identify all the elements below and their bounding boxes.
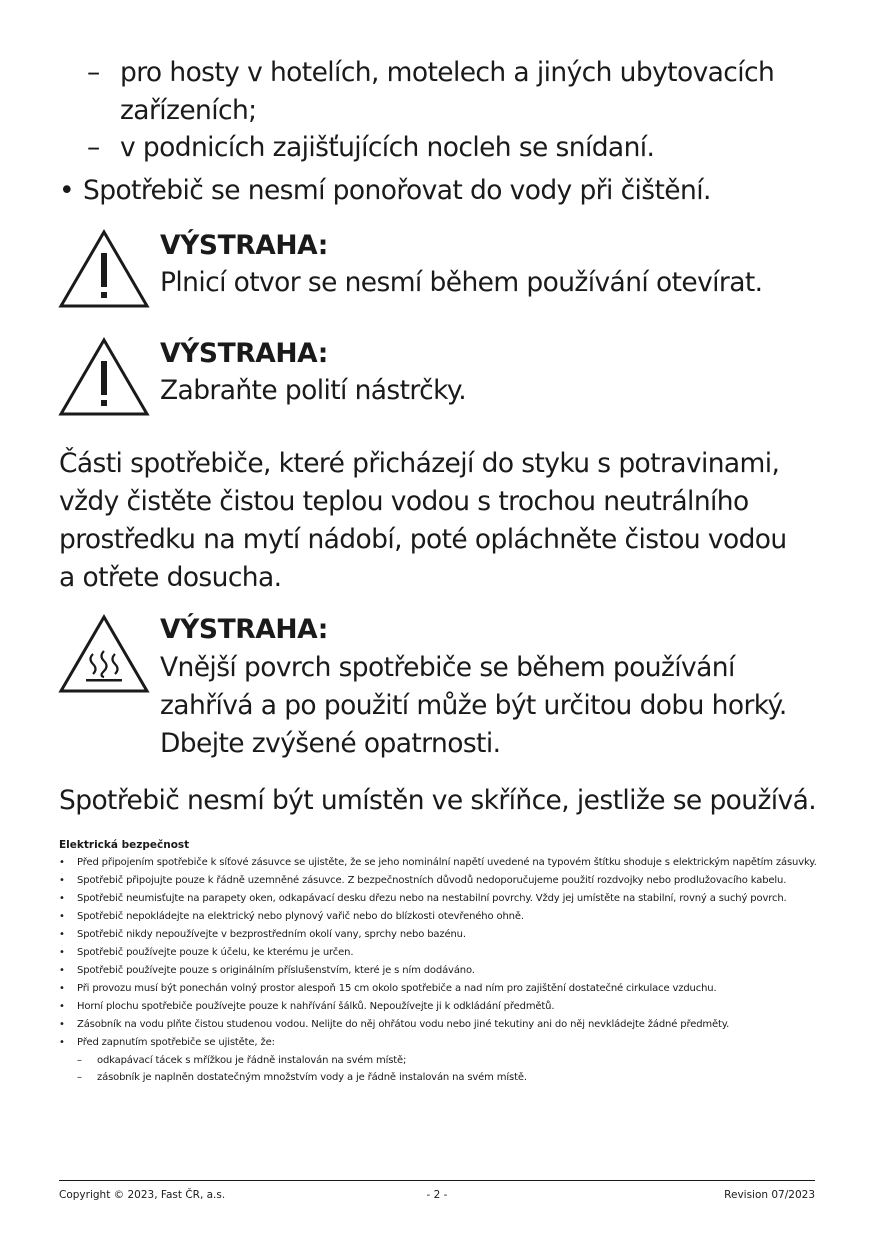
bullet-mark: • bbox=[59, 893, 65, 904]
warning-heading: VÝSTRAHA: bbox=[160, 338, 328, 369]
bullet-mark: • bbox=[59, 1019, 65, 1030]
warning-heading: VÝSTRAHA: bbox=[160, 614, 328, 645]
cleaning-paragraph bbox=[59, 445, 839, 597]
dash-item-text: pro hosty v hotelích, motelech a jiných ubytovacích bbox=[120, 57, 775, 88]
list-item-text: odkapávací tácek s mřížkou je řádně instalován na svém místě; bbox=[97, 1055, 407, 1066]
dash-item-text: v podnicích zajišťujících nocleh se snídaní. bbox=[120, 132, 655, 163]
dash-mark: – bbox=[77, 1072, 82, 1083]
bullet-mark: • bbox=[59, 983, 65, 994]
list-item bbox=[59, 892, 819, 905]
list-item-text: Před připojením spotřebiče k síťové zásuvce se ujistěte, že se jeho nominální napětí uvedené na typovém štítku shoduje s elektrickým napětím zásuvky. bbox=[77, 857, 817, 868]
dash-list-item bbox=[87, 54, 807, 130]
list-item-text: Před zapnutím spotřebiče se ujistěte, že: bbox=[77, 1037, 275, 1048]
dash-mark: – bbox=[87, 57, 100, 88]
sub-list-item bbox=[59, 1054, 819, 1067]
warning-text: Zabraňte polití nástrčky. bbox=[160, 375, 467, 406]
sub-list-item bbox=[59, 1071, 819, 1084]
list-item bbox=[59, 1036, 819, 1049]
warning-heading: VÝSTRAHA: bbox=[160, 230, 328, 261]
warning-text: Plnicí otvor se nesmí během používání otevírat. bbox=[160, 267, 763, 298]
bullet-mark: • bbox=[59, 965, 65, 976]
bullet-item-text: Spotřebič se nesmí ponořovat do vody při čištění. bbox=[83, 175, 711, 206]
list-item-text: Spotřebič používejte pouze s originálním příslušenstvím, které je s ním dodáváno. bbox=[77, 965, 475, 976]
dash-mark: – bbox=[77, 1055, 82, 1066]
hot-surface-triangle-icon bbox=[58, 614, 150, 694]
warning-text-line: Vnější povrch spotřebiče se během používání bbox=[160, 652, 735, 683]
list-item-text: Spotřebič neumisťujte na parapety oken, odkapávací desku dřezu nebo na nestabilní povrchy. Vždy jej umístěte na stabilní, rovný a suchý povrch. bbox=[77, 893, 787, 904]
list-item bbox=[59, 928, 819, 941]
list-item bbox=[59, 946, 819, 959]
list-item-text: Zásobník na vodu plňte čistou studenou vodou. Nelijte do něj ohřátou vodu nebo jiné tekutiny ani do něj nevkládejte žádné předměty. bbox=[77, 1019, 730, 1030]
list-item-text: Spotřebič nikdy nepoužívejte v bezprostředním okolí vany, sprchy nebo bazénu. bbox=[77, 929, 466, 940]
bullet-list-item bbox=[59, 172, 839, 210]
bullet-mark: • bbox=[59, 929, 65, 940]
list-item-text: Při provozu musí být ponechán volný prostor alespoň 15 cm okolo spotřebiče a nad ním pro zajištění dostatečné cirkulace vzduchu. bbox=[77, 983, 717, 994]
bullet-mark: • bbox=[59, 947, 65, 958]
list-item-text: zásobník je naplněn dostatečným množstvím vody a je řádně instalován na svém místě. bbox=[97, 1072, 527, 1083]
bullet-mark: • bbox=[59, 1037, 65, 1048]
bullet-mark: • bbox=[59, 857, 65, 868]
list-item-text: Spotřebič používejte pouze k účelu, ke kterému je určen. bbox=[77, 947, 354, 958]
list-item bbox=[59, 1000, 819, 1013]
footer-revision: Revision 07/2023 bbox=[724, 1189, 815, 1201]
footer-divider bbox=[59, 1180, 815, 1181]
paragraph-line: vždy čistěte čistou teplou vodou s trochou neutrálního bbox=[59, 486, 749, 517]
dash-list-item bbox=[87, 129, 807, 167]
cabinet-warning: Spotřebič nesmí být umístěn ve skříňce, jestliže se používá. bbox=[59, 785, 817, 816]
paragraph-line: a otřete dosucha. bbox=[59, 562, 282, 593]
list-item bbox=[59, 874, 819, 887]
bullet-mark: • bbox=[59, 911, 65, 922]
warning-text bbox=[160, 649, 840, 763]
footer-page-number: - 2 - bbox=[426, 1189, 448, 1201]
warning-text-line: zahřívá a po použití může být určitou dobu horký. bbox=[160, 690, 787, 721]
bullet-mark: • bbox=[59, 175, 75, 206]
list-item bbox=[59, 964, 819, 977]
exclamation-triangle-icon bbox=[58, 229, 150, 309]
footer-copyright: Copyright © 2023, Fast ČR, a.s. bbox=[59, 1189, 226, 1201]
paragraph-line: Části spotřebiče, které přicházejí do styku s potravinami, bbox=[59, 448, 780, 479]
bullet-mark: • bbox=[59, 875, 65, 886]
list-item-text: Spotřebič nepokládejte na elektrický nebo plynový vařič nebo do blízkosti otevřeného ohně. bbox=[77, 911, 524, 922]
list-item bbox=[59, 1018, 819, 1031]
dash-item-text-cont: zařízeních; bbox=[120, 95, 257, 126]
paragraph-line: prostředku na mytí nádobí, poté opláchněte čistou vodou bbox=[59, 524, 787, 555]
dash-mark: – bbox=[87, 132, 100, 163]
electrical-safety-list bbox=[59, 856, 819, 1088]
exclamation-triangle-icon bbox=[58, 337, 150, 417]
list-item bbox=[59, 856, 819, 869]
section-title: Elektrická bezpečnost bbox=[59, 839, 190, 851]
warning-text-line: Dbejte zvýšené opatrnosti. bbox=[160, 728, 501, 759]
list-item-text: Spotřebič připojujte pouze k řádně uzemněné zásuvce. Z bezpečnostních důvodů nedoporučujeme použití rozdvojky nebo prodlužovacího kabelu. bbox=[77, 875, 787, 886]
list-item bbox=[59, 910, 819, 923]
list-item bbox=[59, 982, 819, 995]
bullet-mark: • bbox=[59, 1001, 65, 1012]
list-item-text: Horní plochu spotřebiče používejte pouze k nahřívání šálků. Nepoužívejte ji k odkládání předmětů. bbox=[77, 1001, 555, 1012]
